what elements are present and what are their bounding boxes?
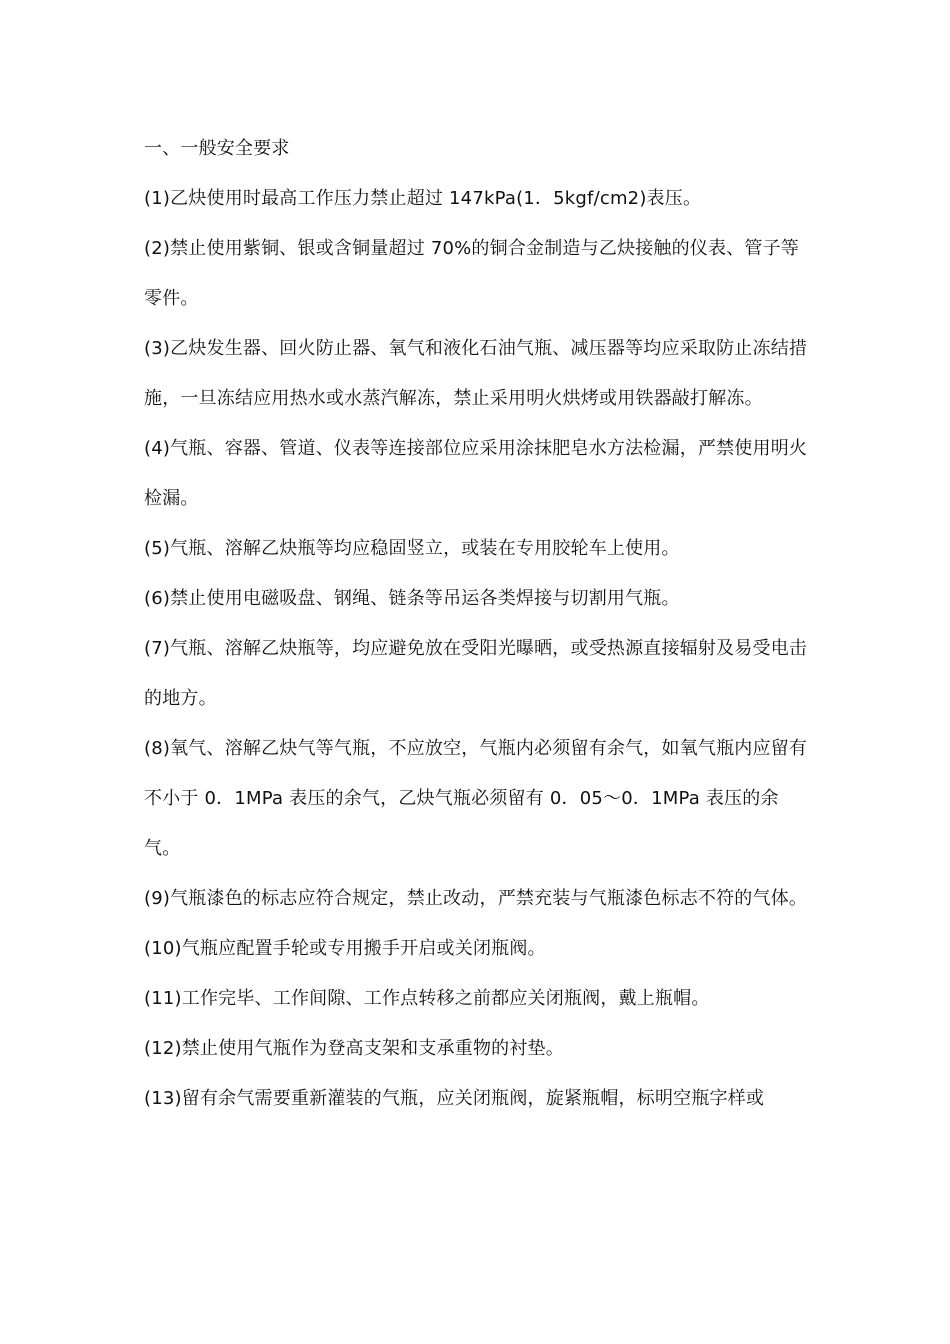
rule-item-11: (11)工作完毕、工作间隙、工作点转移之前都应关闭瓶阀，戴上瓶帽。 xyxy=(144,988,710,1009)
rule-item-5: (5)气瓶、溶解乙炔瓶等均应稳固竖立，或装在专用胶轮车上使用。 xyxy=(144,538,680,559)
rule-item-7: (7)气瓶、溶解乙炔瓶等，均应避免放在受阳光曝晒，或受热源直接辐射及易受电击的地方。 xyxy=(144,638,808,709)
rule-item-12: (12)禁止使用气瓶作为登高支架和支承重物的衬垫。 xyxy=(144,1038,564,1059)
document-body xyxy=(144,124,812,1124)
rule-item-10: (10)气瓶应配置手轮或专用搬手开启或关闭瓶阀。 xyxy=(144,938,546,959)
rule-item-3: (3)乙炔发生器、回火防止器、氧气和液化石油气瓶、减压器等均应采取防止冻结措施，一旦冻结应用热水或水蒸汽解冻，禁止采用明火烘烤或用铁器敲打解冻。 xyxy=(144,338,808,409)
rule-item-6: (6)禁止使用电磁吸盘、钢绳、链条等吊运各类焊接与切割用气瓶。 xyxy=(144,588,680,609)
rule-item-9: (9)气瓶漆色的标志应符合规定，禁止改动，严禁充装与气瓶漆色标志不符的气体。 xyxy=(144,888,808,909)
rule-item-4: (4)气瓶、容器、管道、仪表等连接部位应采用涂抹肥皂水方法检漏，严禁使用明火检漏。 xyxy=(144,438,808,509)
section-heading: 一、一般安全要求 xyxy=(144,138,290,159)
rule-item-13: (13)留有余气需要重新灌装的气瓶，应关闭瓶阀，旋紧瓶帽，标明空瓶字样或 xyxy=(144,1088,765,1109)
rule-item-8: (8)氧气、溶解乙炔气等气瓶，不应放空，气瓶内必须留有余气，如氧气瓶内应留有不小于 0．1MPa 表压的余气，乙炔气瓶必须留有 0．05～0．1MPa 表压的余气。 xyxy=(144,738,808,859)
rule-item-2: (2)禁止使用紫铜、银或含铜量超过 70%的铜合金制造与乙炔接触的仪表、管子等零件。 xyxy=(144,238,800,309)
rule-item-1: (1)乙炔使用时最高工作压力禁止超过 147kPa(1．5kgf/cm2)表压。 xyxy=(144,188,702,209)
